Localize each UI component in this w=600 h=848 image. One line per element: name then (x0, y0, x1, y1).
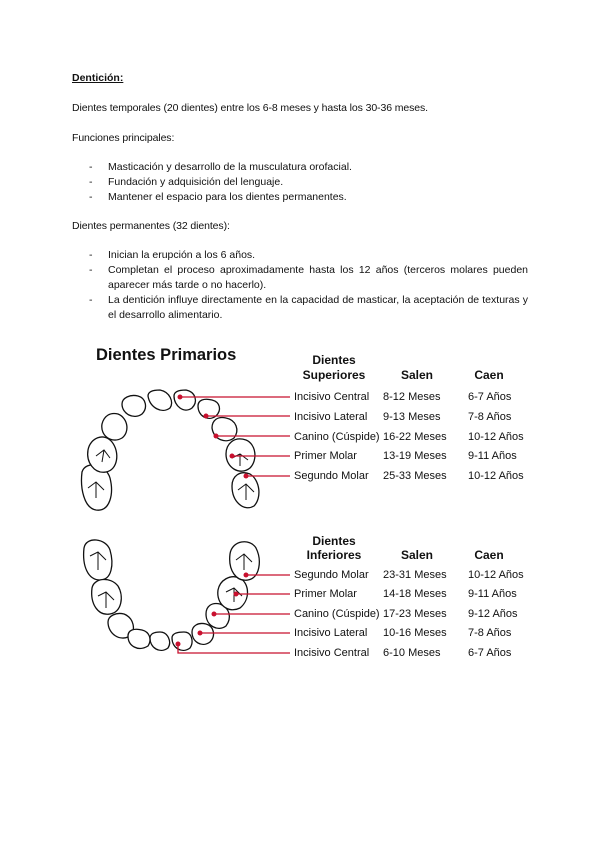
upper-row-shed: 6-7 Años (468, 391, 512, 403)
list-item-text: La dentición influye directamente en la capacidad de masticar, la aceptación de texturas y el desarrollo alimentario. (108, 294, 528, 321)
upper-row-shed: 7-8 Años (468, 411, 512, 423)
upper-tooth-molar-left-1 (88, 437, 117, 472)
lower-row-tooth: Segundo Molar (294, 569, 369, 581)
list-item-text: Mantener el espacio para los dientes permanentes. (108, 191, 347, 203)
upper-row-shed: 10-12 Años (468, 470, 524, 482)
upper-header-line1: Dientes (312, 353, 356, 367)
bullet-dash: - (89, 294, 93, 306)
upper-row-erupt: 13-19 Meses (383, 450, 447, 462)
list-item-text: Fundación y adquisición del lenguaje. (108, 176, 284, 188)
upper-row-erupt: 25-33 Meses (383, 470, 447, 482)
upper-row-tooth: Canino (Cúspide) (294, 431, 380, 443)
primary-teeth-diagram (0, 330, 600, 670)
upper-row-shed: 9-11 Años (468, 450, 517, 462)
leader-dot (234, 592, 239, 597)
lower-row-shed: 7-8 Años (468, 627, 512, 639)
permanent-title: Dientes permanentes (32 dientes): (72, 220, 230, 232)
upper-row-tooth: Segundo Molar (294, 470, 369, 482)
functions-list (72, 160, 528, 205)
lower-tooth-central-right (172, 632, 192, 650)
bullet-dash: - (89, 161, 93, 173)
lower-row-shed: 9-11 Años (468, 588, 517, 600)
lower-row-tooth: Incisivo Lateral (294, 627, 368, 639)
lower-tooth-lateral-right (192, 623, 213, 644)
lower-row-tooth: Canino (Cúspide) (294, 608, 380, 620)
list-item (72, 175, 528, 190)
functions-title: Funciones principales: (72, 132, 175, 144)
leader-dot (244, 474, 249, 479)
upper-row-tooth: Primer Molar (294, 450, 357, 462)
list-item-text: Completan el proceso aproximadamente hasta los 12 años (terceros molares pueden aparecer más tarde o no hacerlo). (108, 264, 528, 291)
upper-row-tooth: Incisivo Central (294, 391, 370, 403)
upper-row-shed: 10-12 Años (468, 431, 524, 443)
lower-eruption-table (294, 534, 524, 659)
upper-row-tooth: Incisivo Lateral (294, 411, 368, 423)
upper-eruption-table (294, 353, 524, 482)
lower-tooth-molar-right-1 (218, 577, 248, 610)
leader-dot (178, 395, 183, 400)
bullet-dash: - (89, 176, 93, 188)
lower-row-erupt: 17-23 Meses (383, 608, 447, 620)
bullet-dash: - (89, 264, 93, 276)
lower-header-line1: Dientes (312, 534, 356, 548)
upper-col-erupt: Salen (400, 368, 434, 382)
lower-row-erupt: 14-18 Meses (383, 588, 447, 600)
upper-row-erupt: 8-12 Meses (383, 391, 441, 403)
lower-row-shed: 6-7 Años (468, 647, 512, 659)
primary-teeth-figure (0, 330, 600, 670)
lower-col-erupt: Salen (400, 548, 434, 562)
lower-col-shed: Caen (474, 548, 504, 562)
upper-arch (82, 390, 259, 510)
lower-tooth-lateral-left (128, 629, 150, 648)
upper-header-line2: Superiores (302, 368, 366, 382)
leader-dot (214, 434, 219, 439)
list-item-text: Masticación y desarrollo de la musculatura orofacial. (108, 161, 352, 173)
list-item (72, 160, 528, 175)
leader-dot (204, 414, 209, 419)
lower-row-shed: 9-12 Años (468, 608, 518, 620)
lower-header-line2: Inferiores (306, 548, 362, 562)
lower-row-erupt: 23-31 Meses (383, 569, 447, 581)
lower-tooth-central-left (150, 632, 170, 650)
upper-row-erupt: 9-13 Meses (383, 411, 441, 423)
permanent-list (72, 248, 528, 323)
section-heading: Dentición: (72, 72, 124, 84)
leader-dot (244, 573, 249, 578)
lower-row-erupt: 6-10 Meses (383, 647, 441, 659)
lower-row-tooth: Incisivo Central (294, 647, 370, 659)
lower-row-shed: 10-12 Años (468, 569, 524, 581)
list-item (72, 293, 528, 323)
list-item-text: Inician la erupción a los 6 años. (108, 249, 256, 261)
bullet-dash: - (89, 191, 93, 203)
intro-paragraph: Dientes temporales (20 dientes) entre los 6-8 meses y hasta los 30-36 meses. (72, 102, 428, 114)
leader-line (178, 644, 290, 653)
bullet-dash: - (89, 249, 93, 261)
list-item (72, 190, 528, 205)
list-item (72, 248, 528, 263)
lower-arch (84, 540, 260, 650)
lower-row-erupt: 10-16 Meses (383, 627, 447, 639)
upper-tooth-lateral-left (122, 395, 145, 416)
leader-dot (176, 642, 181, 647)
upper-row-erupt: 16-22 Meses (383, 431, 447, 443)
upper-tooth-canine-left (102, 413, 127, 440)
upper-tooth-central-left (148, 390, 172, 410)
leader-dot (212, 612, 217, 617)
lower-row-tooth: Primer Molar (294, 588, 357, 600)
leader-dot (198, 631, 203, 636)
list-item (72, 263, 528, 293)
figure-title: Dientes Primarios (96, 346, 237, 364)
upper-tooth-central-right (174, 390, 195, 410)
upper-col-shed: Caen (474, 368, 504, 382)
leader-dot (230, 454, 235, 459)
